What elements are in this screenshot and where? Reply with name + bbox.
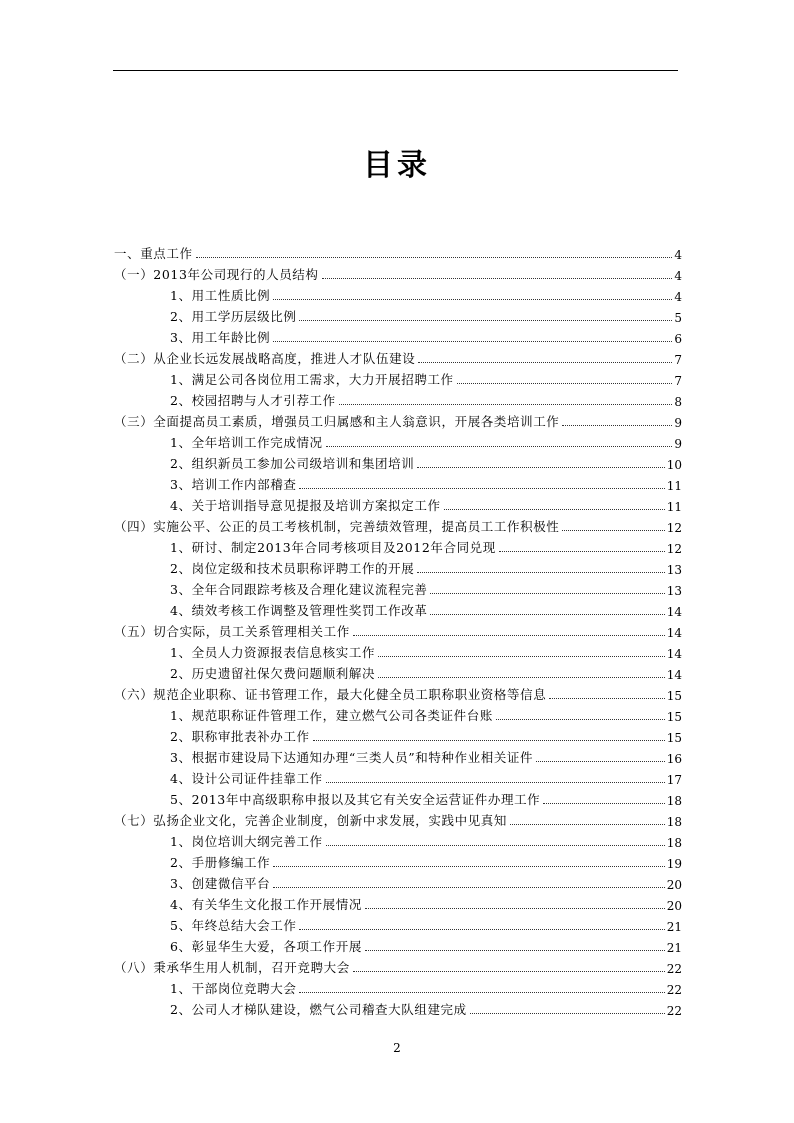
- dot-leader: [299, 991, 664, 993]
- toc-entry[interactable]: [114, 388, 682, 409]
- dot-leader: [326, 844, 665, 846]
- toc-entry[interactable]: [114, 514, 682, 535]
- toc-entry[interactable]: [114, 640, 682, 661]
- toc-entry-text: 1、干部岗位竞聘大会: [170, 981, 297, 996]
- toc-entry[interactable]: [114, 682, 682, 703]
- toc-entry-text: 1、岗位培训大纲完善工作: [170, 834, 323, 849]
- table-of-contents: [114, 241, 682, 1018]
- toc-entry-text: 1、全年培训工作完成情况: [170, 435, 323, 450]
- toc-entry[interactable]: [114, 367, 682, 388]
- header-rule: [113, 70, 678, 71]
- toc-entry[interactable]: [114, 325, 682, 346]
- toc-entry[interactable]: [114, 451, 682, 472]
- toc-entry-text: 2、用工学历层级比例: [170, 309, 297, 324]
- toc-entry[interactable]: [114, 535, 682, 556]
- toc-entry-text: （五）切合实际，员工关系管理相关工作: [114, 624, 350, 639]
- toc-entry[interactable]: [114, 892, 682, 913]
- toc-entry[interactable]: [114, 934, 682, 955]
- toc-entry-page: 14: [666, 647, 682, 661]
- dot-leader: [326, 445, 673, 447]
- toc-entry-page: 16: [666, 752, 682, 766]
- dot-leader: [353, 970, 665, 972]
- toc-entry-page: 15: [666, 710, 682, 724]
- toc-entry-text: （六）规范企业职称、证书管理工作，最大化健全员工职称职业资格等信息: [114, 687, 547, 702]
- toc-entry-page: 22: [666, 962, 682, 976]
- toc-entry-text: 4、设计公司证件挂靠工作: [170, 771, 323, 786]
- toc-entry[interactable]: [114, 283, 682, 304]
- dot-leader: [430, 592, 664, 594]
- toc-entry[interactable]: [114, 787, 682, 808]
- toc-entry-text: 2、校园招聘与人才引荐工作: [170, 393, 336, 408]
- toc-entry-text: 2、职称审批表补办工作: [170, 729, 310, 744]
- toc-entry[interactable]: [114, 829, 682, 850]
- dot-leader: [365, 907, 665, 909]
- toc-entry-page: 5: [674, 311, 682, 325]
- toc-entry[interactable]: [114, 703, 682, 724]
- toc-entry-page: 7: [674, 374, 682, 388]
- toc-entry-page: 22: [666, 983, 682, 997]
- toc-entry[interactable]: [114, 430, 682, 451]
- dot-leader: [562, 424, 672, 426]
- dot-leader: [378, 655, 665, 657]
- toc-entry-text: 2、组织新员工参加公司级培训和集团培训: [170, 456, 415, 471]
- toc-entry-text: （一）2013年公司现行的人员结构: [114, 267, 319, 282]
- toc-entry-text: 1、研讨、制定2013年合同考核项目及2012年合同兑现: [170, 540, 496, 555]
- toc-entry-page: 9: [674, 416, 682, 430]
- toc-entry-page: 15: [666, 731, 682, 745]
- toc-entry-text: 4、关于培训指导意见提报及培训方案拟定工作: [170, 498, 441, 513]
- toc-entry-text: （二）从企业长远发展战略高度，推进人才队伍建设: [114, 351, 416, 366]
- toc-entry-page: 6: [674, 332, 682, 346]
- toc-entry[interactable]: [114, 346, 682, 367]
- page-title: 目录: [363, 148, 431, 183]
- toc-entry-text: （八）秉承华生用人机制，召开竞聘大会: [114, 960, 350, 975]
- dot-leader: [457, 382, 673, 384]
- toc-entry-page: 18: [666, 815, 682, 829]
- dot-leader: [499, 550, 665, 552]
- toc-entry-page: 22: [666, 1004, 682, 1018]
- toc-entry-page: 13: [666, 563, 682, 577]
- dot-leader: [543, 802, 664, 804]
- dot-leader: [378, 676, 665, 678]
- dot-leader: [273, 886, 664, 888]
- dot-leader: [418, 361, 672, 363]
- toc-entry-text: 1、规范职称证件管理工作，建立燃气公司各类证件台账: [170, 708, 493, 723]
- toc-entry[interactable]: [114, 262, 682, 283]
- dot-leader: [273, 298, 672, 300]
- toc-entry-page: 12: [666, 521, 682, 535]
- dot-leader: [326, 781, 665, 783]
- toc-entry-text: 3、用工年龄比例: [170, 330, 271, 345]
- toc-entry[interactable]: [114, 304, 682, 325]
- dot-leader: [536, 760, 665, 762]
- dot-leader: [299, 487, 664, 489]
- dot-leader: [430, 613, 664, 615]
- dot-leader: [196, 256, 673, 258]
- toc-entry-text: 2、公司人才梯队建设，燃气公司稽查大队组建完成: [170, 1002, 467, 1017]
- toc-entry-text: 3、根据市建设局下达通知办理“三类人员”和特种作业相关证件: [170, 750, 534, 765]
- toc-entry-page: 21: [666, 941, 682, 955]
- dot-leader: [322, 277, 673, 279]
- toc-entry-page: 19: [666, 857, 682, 871]
- toc-entry[interactable]: [114, 661, 682, 682]
- toc-entry[interactable]: [114, 577, 682, 598]
- toc-entry-page: 11: [666, 500, 682, 514]
- dot-leader: [339, 403, 673, 405]
- toc-entry-page: 15: [666, 689, 682, 703]
- dot-leader: [417, 571, 664, 573]
- toc-entry-page: 4: [674, 248, 682, 262]
- toc-entry-page: 12: [666, 542, 682, 556]
- toc-entry[interactable]: [114, 955, 682, 976]
- toc-entry-page: 14: [666, 668, 682, 682]
- toc-entry-page: 13: [666, 584, 682, 598]
- toc-entry-text: 5、年终总结大会工作: [170, 918, 297, 933]
- toc-entry-text: （三）全面提高员工素质，增强员工归属感和主人翁意识，开展各类培训工作: [114, 414, 560, 429]
- toc-entry[interactable]: [114, 409, 682, 430]
- toc-entry[interactable]: [114, 850, 682, 871]
- toc-entry-text: 1、满足公司各岗位用工需求，大力开展招聘工作: [170, 372, 454, 387]
- toc-entry-page: 21: [666, 920, 682, 934]
- dot-leader: [273, 340, 672, 342]
- toc-entry[interactable]: [114, 493, 682, 514]
- dot-leader: [313, 739, 665, 741]
- toc-entry-text: 2、历史遗留社保欠费问题顺利解决: [170, 666, 376, 681]
- toc-entry[interactable]: [114, 766, 682, 787]
- page-number: 2: [393, 1041, 401, 1055]
- toc-entry-page: 7: [674, 353, 682, 367]
- toc-entry-page: 4: [674, 290, 682, 304]
- toc-entry-page: 14: [666, 626, 682, 640]
- toc-entry-page: 14: [666, 605, 682, 619]
- toc-entry-text: （七）弘扬企业文化，完善企业制度，创新中求发展，实践中见真知: [114, 813, 508, 828]
- toc-entry[interactable]: [114, 472, 682, 493]
- toc-entry[interactable]: [114, 241, 682, 262]
- toc-entry[interactable]: [114, 745, 682, 766]
- toc-entry-page: 11: [666, 479, 682, 493]
- toc-entry-page: 4: [674, 269, 682, 283]
- toc-entry[interactable]: [114, 619, 682, 640]
- dot-leader: [273, 865, 664, 867]
- toc-entry-text: 3、创建微信平台: [170, 876, 271, 891]
- dot-leader: [549, 697, 664, 699]
- toc-entry-page: 20: [666, 878, 682, 892]
- toc-entry-text: 2、手册修编工作: [170, 855, 271, 870]
- toc-entry[interactable]: [114, 976, 682, 997]
- toc-entry[interactable]: [114, 913, 682, 934]
- toc-entry-page: 20: [666, 899, 682, 913]
- toc-entry[interactable]: [114, 556, 682, 577]
- toc-entry-page: 18: [666, 794, 682, 808]
- toc-entry[interactable]: [114, 997, 682, 1018]
- toc-entry[interactable]: [114, 598, 682, 619]
- toc-entry-page: 18: [666, 836, 682, 850]
- dot-leader: [353, 634, 665, 636]
- toc-entry-page: 10: [666, 458, 682, 472]
- toc-entry-text: 1、用工性质比例: [170, 288, 271, 303]
- toc-entry-text: 3、全年合同跟踪考核及合理化建议流程完善: [170, 582, 428, 597]
- dot-leader: [562, 529, 664, 531]
- toc-entry-page: 17: [666, 773, 682, 787]
- dot-leader: [417, 466, 664, 468]
- dot-leader: [444, 508, 665, 510]
- dot-leader: [365, 949, 665, 951]
- toc-entry-text: 2、岗位定级和技术员职称评聘工作的开展: [170, 561, 415, 576]
- toc-entry-page: 8: [674, 395, 682, 409]
- dot-leader: [299, 928, 664, 930]
- dot-leader: [470, 1012, 665, 1014]
- toc-entry-text: （四）实施公平、公正的员工考核机制，完善绩效管理，提高员工工作积极性: [114, 519, 560, 534]
- toc-entry-page: 9: [674, 437, 682, 451]
- toc-entry-text: 4、有关华生文化报工作开展情况: [170, 897, 362, 912]
- toc-entry-text: 5、2013年中高级职称申报以及其它有关安全运营证件办理工作: [170, 792, 541, 807]
- dot-leader: [299, 319, 672, 321]
- toc-entry[interactable]: [114, 724, 682, 745]
- toc-entry-text: 6、彰显华生大爱，各项工作开展: [170, 939, 362, 954]
- dot-leader: [510, 823, 665, 825]
- toc-entry[interactable]: [114, 871, 682, 892]
- toc-entry-text: 4、绩效考核工作调整及管理性奖罚工作改革: [170, 603, 428, 618]
- toc-entry-text: 一、重点工作: [114, 246, 193, 261]
- toc-entry-text: 1、全员人力资源报表信息核实工作: [170, 645, 376, 660]
- toc-entry-text: 3、培训工作内部稽查: [170, 477, 297, 492]
- dot-leader: [496, 718, 665, 720]
- toc-entry[interactable]: [114, 808, 682, 829]
